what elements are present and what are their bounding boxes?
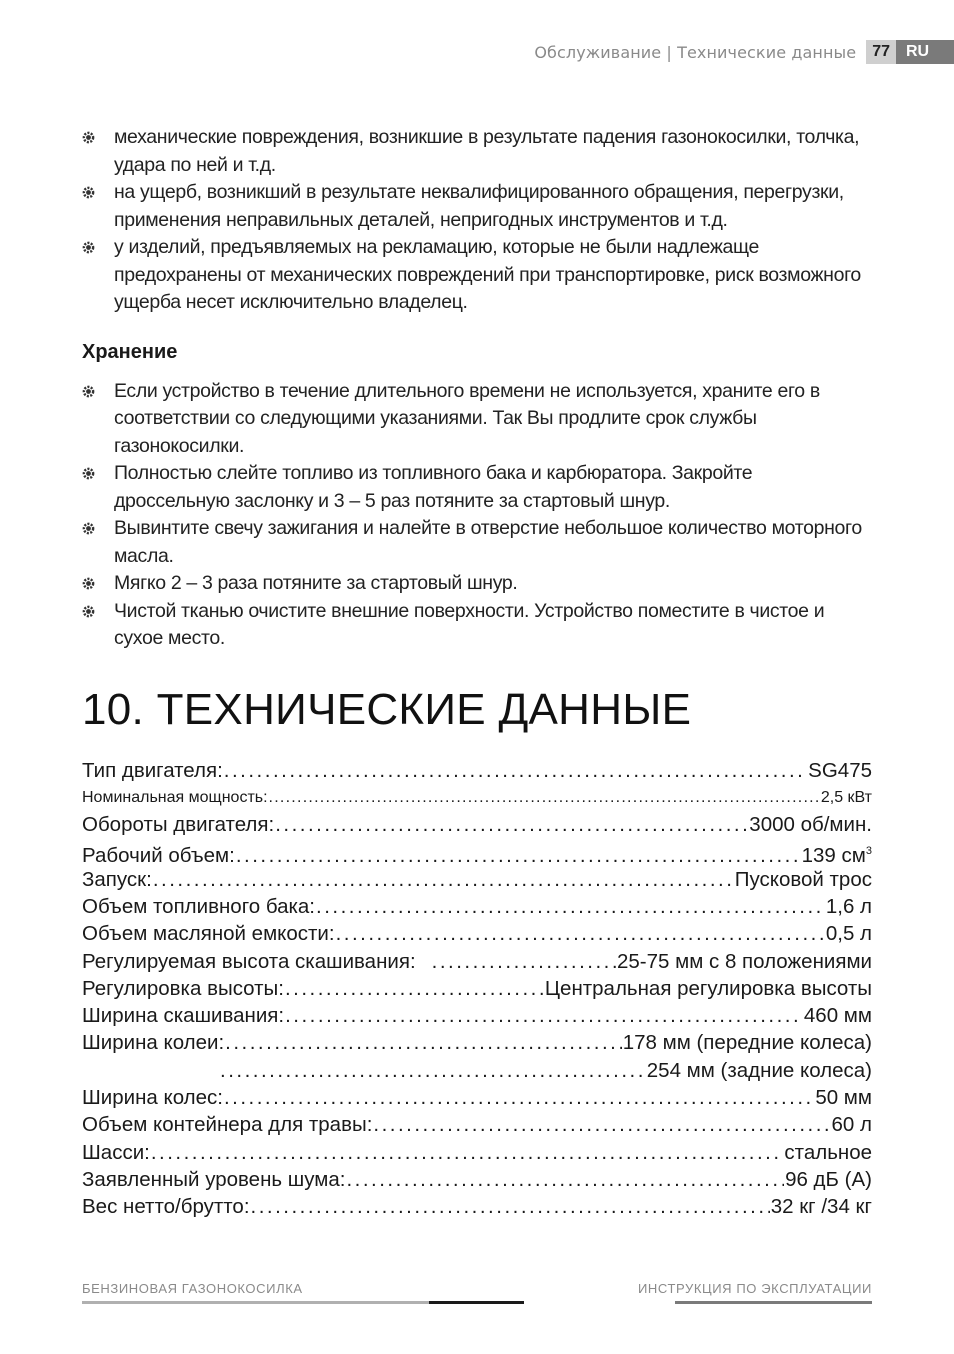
spec-value-text: 139 см	[801, 844, 866, 866]
spec-value: 96 дБ (А)	[785, 1167, 872, 1191]
page-number: 77	[866, 40, 896, 64]
spec-row	[82, 757, 872, 784]
spec-row	[82, 1057, 872, 1084]
spec-table	[82, 757, 872, 1221]
leader-dots	[346, 1166, 784, 1193]
footer-product-name: БЕНЗИНОВАЯ ГАЗОНОКОСИЛКА	[82, 1281, 303, 1296]
storage-heading: Хранение	[82, 340, 178, 363]
chapter-title: 10. ТЕХНИЧЕСКИЕ ДАННЫЕ	[82, 684, 692, 734]
bullet-text: Полностью слейте топливо из топливного бака и карбюратора. Закройте дроссельную заслонку и 3 – 5 раз потяните за стартовый шнур.	[114, 462, 753, 512]
spec-value: Центральная регулировка высоты	[544, 976, 872, 1000]
list-item	[82, 570, 872, 598]
footer-bar-segment	[675, 1301, 872, 1304]
spec-label: Заявленный уровень шума:	[82, 1167, 346, 1191]
spec-row	[82, 866, 872, 893]
spec-value: 3000 об/мин.	[749, 813, 872, 837]
bullet-text: на ущерб, возникший в результате неквалифицированного обращения, перегрузки, применения неправильных деталей, непригодных инструментов и т.д.	[114, 181, 844, 231]
spec-row	[82, 784, 872, 811]
leader-dots	[373, 1111, 830, 1138]
spec-row	[82, 811, 872, 838]
spec-label: Запуск:	[82, 867, 152, 891]
spec-value: 460 мм	[803, 1004, 872, 1028]
spec-row	[82, 975, 872, 1002]
spec-value: 25-75 мм с 8 положениями	[617, 949, 872, 973]
spec-label: Обороты двигателя:	[82, 813, 275, 837]
spec-row	[82, 893, 872, 920]
leader-dots	[285, 975, 544, 1002]
bullet-text: Если устройство в течение длительного времени не используется, храните его в соответствии со следующими указаниями. Так Вы продлите срок службы газонокосилки.	[114, 379, 820, 457]
footer-bar-segment	[524, 1301, 675, 1304]
list-item	[82, 378, 872, 461]
footer-bar-segment	[82, 1301, 429, 1304]
spec-row	[82, 920, 872, 947]
list-item	[82, 598, 872, 653]
spec-value: 2,5 кВт	[820, 788, 872, 806]
page-header	[534, 40, 954, 64]
spec-row	[82, 838, 872, 865]
language-badge: RU	[896, 40, 954, 64]
spec-row	[82, 1193, 872, 1220]
bullet-text: у изделий, предъявляемых на рекламацию, которые не были надлежаще предохранены от механических повреждений при транспортировке, риск возможного ущерба несет исключительно владелец.	[114, 236, 861, 313]
spec-row	[82, 1166, 872, 1193]
gear-bullet-icon	[82, 241, 95, 254]
list-item	[82, 515, 872, 570]
leader-dots	[269, 784, 820, 811]
spec-value: стальное	[784, 1140, 872, 1164]
leader-dots	[285, 1002, 803, 1029]
spec-value	[802, 838, 872, 865]
gear-bullet-icon	[82, 385, 95, 398]
leader-dots	[151, 1139, 784, 1166]
list-item	[82, 460, 872, 515]
spec-label: Регулировка высоты:	[82, 976, 284, 1000]
list-item	[82, 234, 872, 317]
spec-label: Регулируемая высота скашивания:	[82, 949, 416, 973]
leader-dots	[224, 757, 807, 784]
footer-doc-type: ИНСТРУКЦИЯ ПО ЭКСПЛУАТАЦИИ	[637, 1281, 872, 1296]
list-item	[82, 179, 872, 234]
spec-label: Ширина колеи:	[82, 1031, 225, 1055]
spec-row	[82, 1029, 872, 1056]
spec-label: Объем масляной емкости:	[82, 922, 335, 946]
leader-dots	[220, 1057, 646, 1084]
spec-row	[82, 1002, 872, 1029]
gear-bullet-icon	[82, 467, 95, 480]
leader-dots	[225, 1029, 622, 1056]
spec-label: Вес нетто/брутто:	[82, 1195, 250, 1219]
bullet-text: Вывинтите свечу зажигания и налейте в отверстие небольшое количество моторного масла.	[114, 517, 862, 567]
spec-label: Объем топливного бака:	[82, 894, 316, 918]
spec-label: Ширина скашивания:	[82, 1004, 285, 1028]
spec-value: 1,6 л	[825, 894, 872, 918]
spec-value: 254 мм (задние колеса)	[646, 1058, 872, 1082]
spec-value: 178 мм (передние колеса)	[622, 1031, 872, 1055]
spec-value: 0,5 л	[825, 922, 872, 946]
storage-bullet-list	[82, 378, 872, 653]
spec-row	[82, 1084, 872, 1111]
leader-dots	[153, 866, 734, 893]
spec-label: Номинальная мощность:	[82, 788, 268, 806]
header-title: Обслуживание | Технические данные	[534, 42, 857, 62]
leader-dots	[336, 920, 825, 947]
page-content	[82, 124, 872, 1221]
intro-bullet-list	[82, 124, 872, 317]
spec-label: Ширина колес:	[82, 1086, 223, 1110]
spec-value: 50 мм	[815, 1086, 872, 1110]
spec-value: 32 кг /34 кг	[770, 1195, 872, 1219]
bullet-text: Мягко 2 – 3 раза потяните за стартовый шнур.	[114, 572, 518, 594]
gear-bullet-icon	[82, 522, 95, 535]
spec-label: Рабочий объем:	[82, 844, 235, 866]
bullet-text: Чистой тканью очистите внешние поверхности. Устройство поместите в чистое и сухое место.	[114, 599, 825, 649]
spec-value: SG475	[808, 758, 872, 782]
spec-value: Пусковой трос	[734, 867, 872, 891]
gear-bullet-icon	[82, 577, 95, 590]
leader-dots	[236, 842, 801, 865]
gear-bullet-icon	[82, 605, 95, 618]
spec-row	[82, 1111, 872, 1138]
spec-label: Тип двигателя:	[82, 758, 223, 782]
leader-dots	[224, 1084, 814, 1111]
spec-row	[82, 948, 872, 975]
spec-value: 60 л	[831, 1113, 872, 1137]
gear-bullet-icon	[82, 186, 95, 199]
gear-bullet-icon	[82, 131, 95, 144]
leader-dots	[251, 1193, 770, 1220]
footer-bar-segment	[429, 1301, 524, 1304]
leader-dots	[316, 893, 825, 920]
superscript: 3	[865, 845, 872, 858]
list-item	[82, 124, 872, 179]
leader-dots	[432, 948, 616, 975]
spec-row	[82, 1139, 872, 1166]
leader-dots	[275, 811, 748, 838]
spec-label: Шасси:	[82, 1140, 150, 1164]
spec-label: Объем контейнера для травы:	[82, 1113, 373, 1137]
bullet-text: механические повреждения, возникшие в результате падения газонокосилки, толчка, удара по ней и т.д.	[114, 126, 860, 176]
